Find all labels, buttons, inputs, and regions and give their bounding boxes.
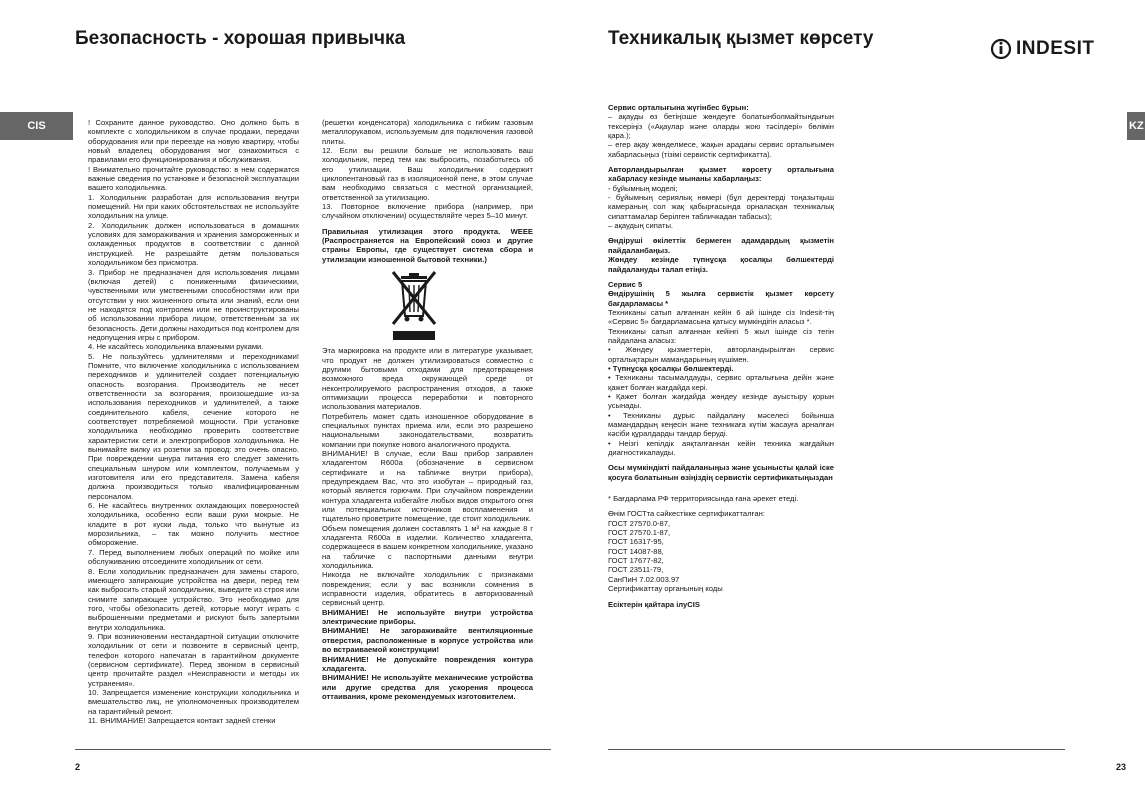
safety-paragraph: 9. При возникновении нестандартной ситуации отключите холодильник от сети и позвоните в сервисный центр, телефон которого напечатан в гарантийном документе (сервисном сертификате). Перед звонком в сервисный центр прочитайте раздел «Неисправности и методы их устранения». (88, 631, 299, 688)
service-heading: Авторландырылған қызмет көрсету орталығына хабарласу кезінде мынаны хабарлаңыз: (608, 165, 834, 184)
safety-paragraph: 12. Если вы решили больше не использовать ваш холодильник, перед тем как выбросить, позаботьтесь об его утилизации. Ваш холодильник содержит циклопентановый газ в изоляционной пене, в этом случае вам необходимо связаться с местной организацией, ответственной за утилизацию. (322, 146, 533, 202)
crossed-bin-icon (387, 270, 441, 342)
service-line: • Жөндеу қызметтерін, авторландырылған сервис орталықтарын мамандарының күшімен. (608, 345, 834, 364)
service-line: Техниканы сатып алғаннан кейінгі 5 жыл ішінде сіз тегін пайдалана аласыз: (608, 326, 834, 345)
service-line: • Техниканы дұрыс пайдалану мәселесі бойынша мамандардың кеңесін және техникаға күтім жасауға арналған кәсіби құралдарды тандар беруді. (608, 410, 834, 439)
safety-paragraph: 4. Не касайтесь холодильника влажными руками. (88, 342, 264, 352)
warning-paragraph: ВНИМАНИЕ! Не используйте механические устройства или другие средства для ускорения процесса оттаивания, кроме рекомендуемых изготовителем. (322, 673, 533, 701)
service-heading: Сервис 5 (608, 279, 643, 289)
gost-item: ГОСТ 27570.1-87, (608, 528, 671, 538)
gost-item: ГОСТ 14087-88, (608, 546, 664, 556)
page-number-right: 23 (1116, 762, 1127, 772)
service-line: – ақауды өз бетіңізше жөндеуге болатынболмайтындығын тексеріңіз («Ақаулар және оларды жою тәсілдері» бөлімін қара.); (608, 112, 834, 141)
service-line: - бұйымның моделі; (608, 183, 678, 193)
weee-symbol (322, 270, 533, 342)
service-heading: Есіктерін қайтара ілуCIS (608, 599, 700, 609)
service-line: • Қажет болған жағдайда жөндеу кезінде ауыстыру қорын усынады. (608, 391, 834, 411)
safety-paragraph: ! Сохраните данное руководство. Оно должно быть в комплекте с холодильником в случае продажи, передачи оборудования или при переезде на новую квартиру, чтобы новый владелец оборудования мог ознакомиться с правилами его функционирования и обслуживания. (88, 118, 299, 165)
gost-item: ГОСТ 17677-82, (608, 556, 664, 566)
service-line: – ақаудың сипаты. (608, 221, 674, 231)
safety-paragraph: 6. Не касайтесь внутренних охлаждающих поверхностей холодильника, особенно если ваши руки мокрые. Не кладите в рот куски льда, только что вынутые из морозильника, – так можно получить местное обморожение. (88, 501, 299, 548)
gost-title: Өнім ГОСТта сәйкестікке сертификатталған: (608, 509, 765, 519)
weee-paragraph: Потребитель может сдать изношенное оборудование в специальных пунктах приема или, если это разрешено национальными законодательствами, возвратить компании при покупке нового аналогичного продукта. (322, 411, 533, 449)
safety-paragraph: 3. Прибор не предназначен для использования лицами (включая детей) с пониженными физическими, чувственными или умственными способностями или при отсутствии у них жизненного опыта или знаний, если они не находятся под контролем или не проинструктированы об использовании прибора лицом, ответственным за их безопасность. Дети должны находиться под контролем для недопущения игры с прибором. (88, 267, 299, 342)
gost-item: ГОСТ 23511-79, (608, 565, 664, 575)
brand-name: INDESIT (1016, 38, 1095, 59)
service-line: • Түпнұсқа қосалқы бөлшектерді. (608, 363, 734, 373)
safety-paragraph: 13. Повторное включение прибора (например, при случайном отключении) осуществляйте через 5–10 минут. (322, 202, 533, 221)
service-heading: Өндіруші өкілеттік бермеген адамдардың қызметін пайдаланбаңыз. (608, 236, 834, 255)
weee-paragraph: Объем помещения должен составлять 1 м³ на каждые 8 г хладагента R600a в изделии. Количество хладагента, содержащееся в вашем конкретном холодильнике, указано на табличке с паспортными данными внутри холодильника. (322, 523, 533, 571)
safety-column-1 (88, 118, 299, 725)
service-heading: Жөндеу кезінде түпнұсқа қосалқы бөлшектерді пайдалануды талап етіңіз. (608, 255, 834, 274)
weee-heading: Правильная утилизация этого продукта. WEEE (Распространяется на Европейский союз и другие страны Европы, где существует система сбора и утилизации изношенной бытовой техники.) (322, 226, 533, 264)
safety-paragraph: 7. Перед выполнением любых операций по мойке или обслуживанию отсоедините холодильник от сети. (88, 547, 299, 567)
service-line: • Неізгі кепілдік аяқталғаннан кейін техника жағдайын диагностикалауды. (608, 438, 834, 458)
language-tab-kz: KZ (1127, 112, 1145, 140)
service-line: Техниканы сатып алғаннан кейін 6 ай ішінде сіз Indesit-тің «Сервис 5» бағдарламасына қатысу мүмкіндігін аласыз *. (608, 307, 834, 327)
service-heading: Өндірушінің 5 жылға сервистік қызмет көрсету бағдарламасы * (608, 289, 834, 308)
gost-item: ГОСТ 16317-95, (608, 537, 664, 547)
service-line: – егер ақау жөнделмесе, жақын арадағы сервис орталығымен хабарласыңыз (тізімі сервистік сертификатта). (608, 140, 834, 159)
brand-ring-icon (990, 38, 1012, 60)
safety-paragraph: (решетки конденсатора) холодильника с гибким газовым металлорукавом, используемым для подключения газовой плиты. (322, 118, 533, 146)
footer-divider-left (75, 749, 551, 750)
page-number-left: 2 (75, 762, 81, 772)
safety-paragraph: 10. Запрещается изменение конструкции холодильника и вмешательство лиц, не уполномоченных производителем на гарантийный ремонт. (88, 687, 299, 716)
warning-paragraph: ВНИМАНИЕ! Не используйте внутри устройства электрические приборы. (322, 607, 533, 627)
page-title-right: Техникалық қызмет көрсету (608, 28, 874, 49)
safety-paragraph: 8. Если холодильник предназначен для замены старого, имеющего запирающие устройства на двери, перед тем как выбросить старый холодильник, выведите из строя или снимите запирающее устройство. Это необходимо для того, чтобы обезопасить детей, которые могут играть с выброшенными предметами и рискуют быть запертыми внутри холодильника. (88, 566, 299, 632)
weee-paragraph: Эта маркировка на продукте или в литературе указывает, что продукт не должен утилизироваться совместно с другими бытовыми отходами для предотвращения возможного вреда окружающей среде от неконтролируемого распространения отходов, а также оптимизации процесса переработки и повторного использования материалов. (322, 346, 533, 412)
service-line: - бұйымның сериялық нөмері (бұл деректерді тоңазытқыш камераның сол жақ қабырғасында орналасқан техникалық сипаттамалар берілген табличкадан табасыз); (608, 193, 834, 221)
safety-paragraph: 5. Не пользуйтесь удлинителями и переходниками! Помните, что включение холодильника с использованием переходников и удлинителей создает потенциальную опасность возгорания. Производитель не несет ответственности за возгорания, произошедшие из-за использования переходников и удлинителей, а также соединительного кабеля, сечение которого не соответствует потребляемой мощности. При установке холодильника необходимо проверить соответствие характеристик сети и электроприборов холодильника. Не вынимайте вилку из розетки за провод: это очень опасно. При повреждении шнура питания его следует заменить специальным шнуром или комплектом, получаемым у изготовителя или его представителя. Замена кабеля должна производиться только квалифицированным персоналом. (88, 351, 299, 501)
safety-paragraph: 11. ВНИМАНИЕ! Запрещается контакт задней стенки (88, 716, 276, 725)
warning-paragraph: ВНИМАНИЕ! Не допускайте повреждения контура хладагента. (322, 654, 533, 673)
service-line: • Техниканы тасымалдауды, сервис орталығына дейін және қажет болған жағдайда кері. (608, 373, 834, 392)
safety-paragraph: 1. Холодильник разработан для использования внутри помещений. Ни при каких обстоятельствах не используйте холодильник на улице. (88, 192, 299, 221)
safety-column-2 (322, 118, 533, 718)
service-column (608, 103, 834, 743)
page-title-left: Безопасность - хорошая привычка (75, 28, 406, 49)
gost-item: ГОСТ 27570.0-87, (608, 518, 671, 528)
service-heading: Осы мүмкіндікті пайдаланыңыз және ұсынысты қалай іске қосуға болатынын өзіңіздің сервистік сертификатыңыздан (608, 463, 834, 482)
service-heading: Сервис орталығына жүгінбес бұрын: (608, 103, 749, 112)
brand-logo (990, 36, 1094, 62)
safety-paragraph: ! Внимательно прочитайте руководство: в нем содержатся важные сведения по установке и безопасной эксплуатации вашего холодильника. (88, 164, 299, 193)
weee-paragraph: ВНИМАНИЕ! В случае, если Ваш прибор заправлен хладагентом R600a (обозначение в сервисном сертификате и на табличке внутри прибора), предупреждаем Вас, что это изобутан – природный газ, который является горючим. При случайном повреждении контура хладагента избегайте любых видов открытого огня или потенциальных источников воспламенения и тщательно проветрите помещение, где стоит холодильник. (322, 448, 533, 524)
footnote: * Бағдарлама РФ территориясында ғана әрекет етеді. (608, 494, 799, 504)
language-tab-cis: CIS (0, 112, 73, 140)
footer-divider-right (608, 749, 1065, 750)
safety-paragraph: 2. Холодильник должен использоваться в домашних условиях для замораживания и хранения замороженных и охлажденных продуктов в соответствии с данной инструкцией. Не разрешайте детям пользоваться холодильником без присмотра. (88, 220, 299, 268)
cert-org: Сертификаттау органының коды (608, 584, 723, 594)
gost-item: СанПиН 7.02.003.97 (608, 574, 680, 584)
weee-paragraph: Никогда не включайте холодильник с признаками повреждения; если у вас возникли сомнения в исправности изделия, обратитесь в авторизованный сервисный центр. (322, 570, 533, 608)
warning-paragraph: ВНИМАНИЕ! Не загораживайте вентиляционные отверстия, расположенные в корпусе устройства или во встраиваемой конструкции! (322, 626, 533, 655)
